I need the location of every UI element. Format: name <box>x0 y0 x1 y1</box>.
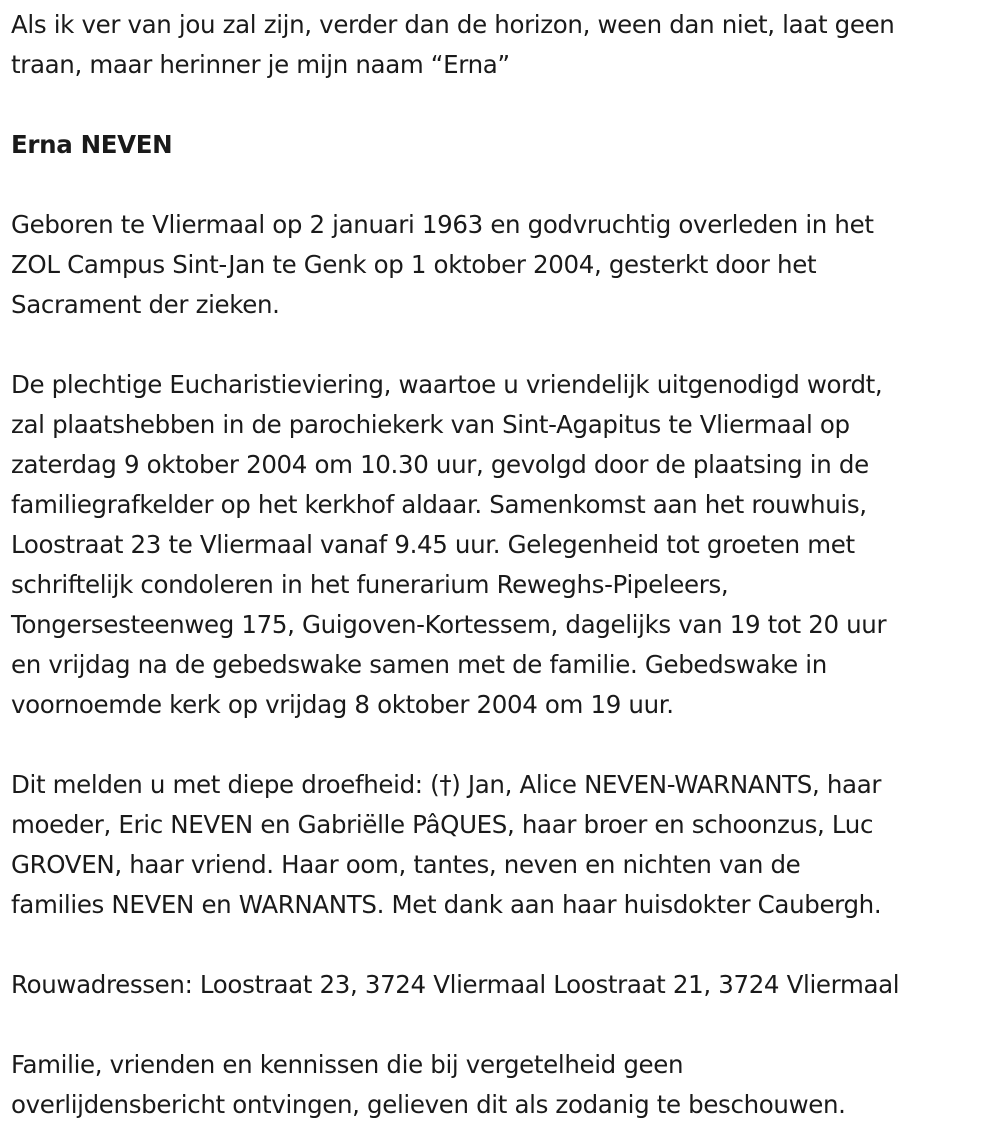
paragraph-spacer <box>11 725 996 765</box>
poem-paragraph <box>11 5 996 85</box>
ceremony-paragraph <box>11 365 996 725</box>
text-line: Rouwadressen: Loostraat 23, 3724 Vliermaal Loostraat 21, 3724 Vliermaal <box>11 970 900 999</box>
text-line: zal plaatshebben in de parochiekerk van Sint-Agapitus te Vliermaal op <box>11 410 850 439</box>
paragraph-spacer <box>11 925 996 965</box>
text-line: Loostraat 23 te Vliermaal vanaf 9.45 uur. Gelegenheid tot groeten met <box>11 530 855 559</box>
text-line: schriftelijk condoleren in het funerarium Reweghs-Pipeleers, <box>11 570 729 599</box>
closing-paragraph <box>11 1045 996 1125</box>
addresses-paragraph <box>11 965 996 1005</box>
text-line: Tongersesteenweg 175, Guigoven-Kortessem, dagelijks van 19 tot 20 uur <box>11 610 887 639</box>
obituary-document <box>11 5 996 1125</box>
text-line: Sacrament der zieken. <box>11 290 280 319</box>
text-line: Dit melden u met diepe droefheid: (†) Jan, Alice NEVEN-WARNANTS, haar <box>11 770 882 799</box>
paragraph-spacer <box>11 325 996 365</box>
poem-line: traan, maar herinner je mijn naam “Erna” <box>11 50 510 79</box>
text-line: moeder, Eric NEVEN en Gabriëlle PâQUES, haar broer en schoonzus, Luc <box>11 810 874 839</box>
text-line: zaterdag 9 oktober 2004 om 10.30 uur, gevolgd door de plaatsing in de <box>11 450 869 479</box>
text-line: en vrijdag na de gebedswake samen met de familie. Gebedswake in <box>11 650 827 679</box>
text-line: ZOL Campus Sint-Jan te Genk op 1 oktober 2004, gesterkt door het <box>11 250 817 279</box>
deceased-name: Erna NEVEN <box>11 130 173 159</box>
deceased-name-heading <box>11 125 996 165</box>
poem-line: Als ik ver van jou zal zijn, verder dan de horizon, ween dan niet, laat geen <box>11 10 895 39</box>
text-line: overlijdensbericht ontvingen, gelieven dit als zodanig te beschouwen. <box>11 1090 846 1119</box>
text-line: Familie, vrienden en kennissen die bij vergetelheid geen <box>11 1050 684 1079</box>
text-line: Geboren te Vliermaal op 2 januari 1963 en godvruchtig overleden in het <box>11 210 874 239</box>
family-paragraph <box>11 765 996 925</box>
text-line: De plechtige Eucharistieviering, waartoe u vriendelijk uitgenodigd wordt, <box>11 370 883 399</box>
text-line: familiegrafkelder op het kerkhof aldaar. Samenkomst aan het rouwhuis, <box>11 490 867 519</box>
text-line: voornoemde kerk op vrijdag 8 oktober 2004 om 19 uur. <box>11 690 674 719</box>
text-line: GROVEN, haar vriend. Haar oom, tantes, neven en nichten van de <box>11 850 801 879</box>
paragraph-spacer <box>11 85 996 125</box>
paragraph-spacer <box>11 165 996 205</box>
paragraph-spacer <box>11 1005 996 1045</box>
text-line: families NEVEN en WARNANTS. Met dank aan haar huisdokter Caubergh. <box>11 890 882 919</box>
birth-death-paragraph <box>11 205 996 325</box>
